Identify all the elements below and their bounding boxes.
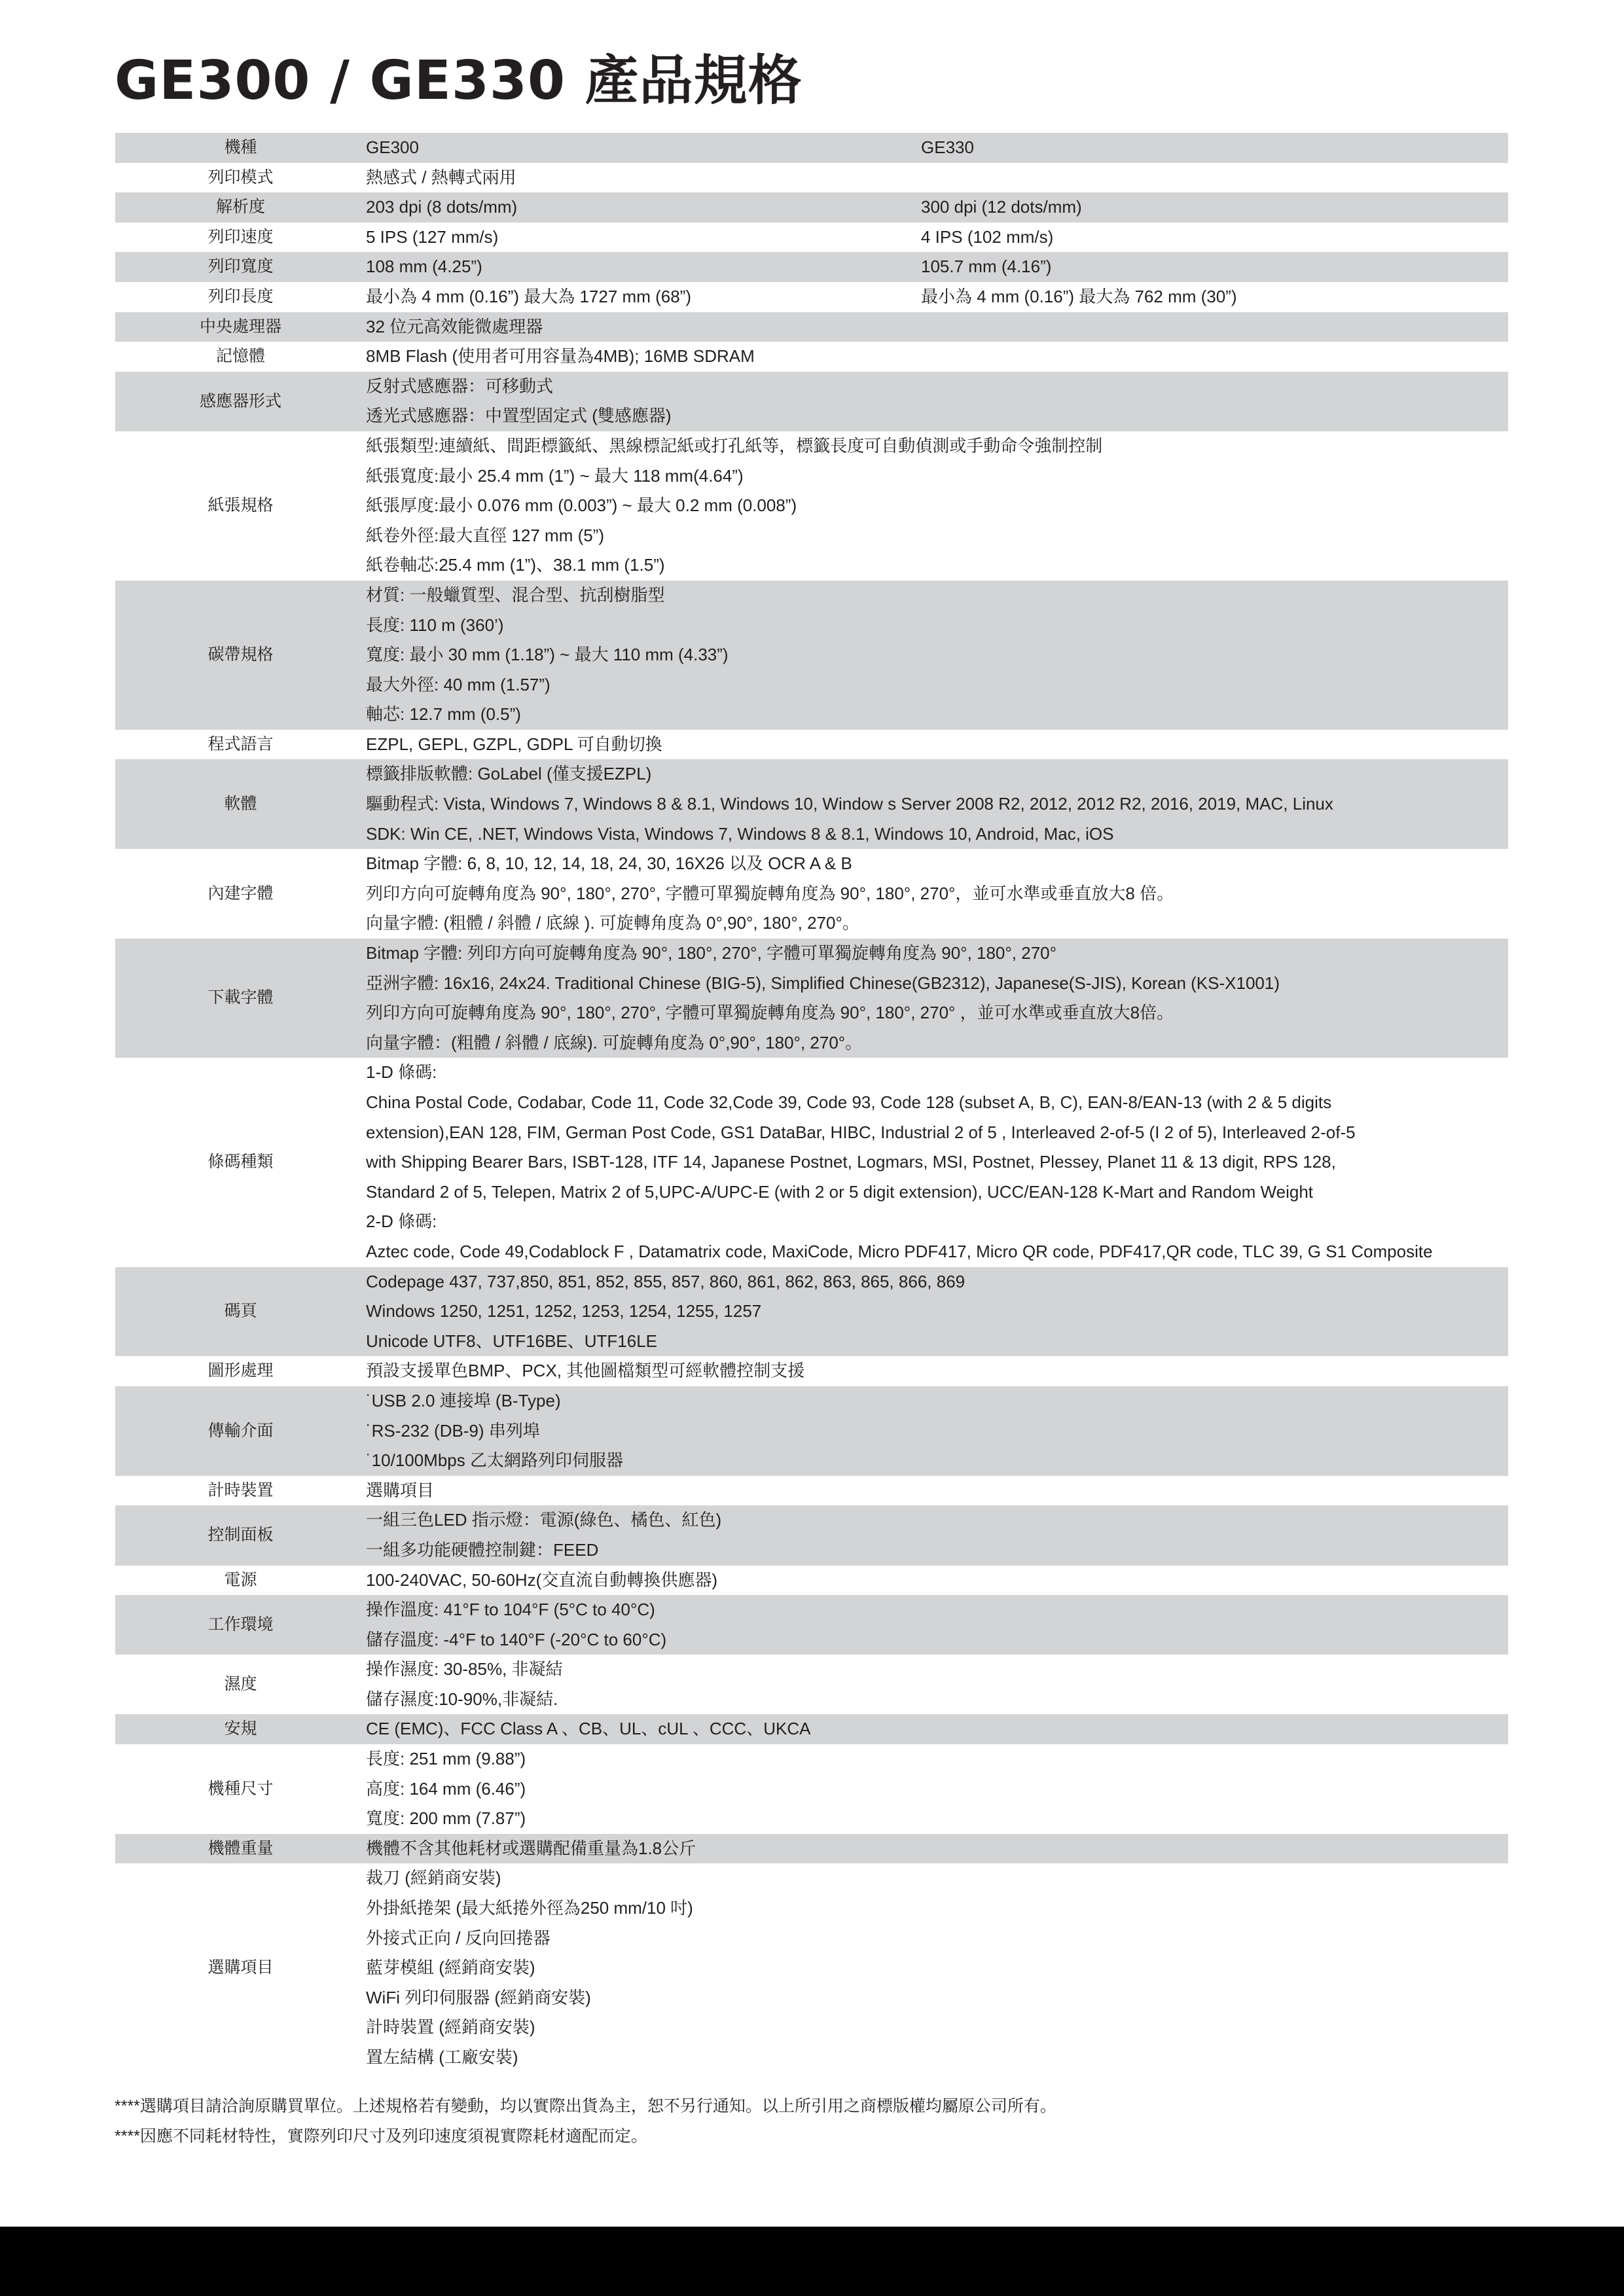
row-text: ˙USB 2.0 連接埠 (B-Type) [366, 1390, 561, 1410]
row-text: 裁刀 (經銷商安裝) [366, 1868, 501, 1888]
spec-row [115, 1505, 1508, 1565]
spec-row [115, 1863, 1508, 2072]
spec-row [115, 192, 1508, 223]
spec-row [115, 282, 1508, 312]
row-values [366, 1744, 1508, 1834]
row-text: 列印方向可旋轉角度為 90°, 180°, 270°, 字體可單獨旋轉角度為 90°, 180°, 270°，並可水準或垂直放大8 倍。 [366, 883, 1174, 903]
row-text: 高度: 164 mm (6.46”) [366, 1778, 526, 1799]
row-text: 機體不含其他耗材或選購配備重量為1.8公斤 [366, 1838, 696, 1858]
row-text: Windows 1250, 1251, 1252, 1253, 1254, 1255, 1257 [366, 1301, 762, 1321]
row-text: 紙張類型:連續紙、間距標籤紙、黑線標記紙或打孔紙等，標籤長度可自動偵測或手動命令強制控制 [366, 435, 1103, 456]
footnotes [115, 2091, 1056, 2151]
spec-row [115, 1595, 1508, 1655]
row-text: 寬度: 最小 30 mm (1.18”) ~ 最大 110 mm (4.33”) [366, 645, 729, 665]
row-values [366, 1386, 1508, 1476]
row-text: 向量字體: (粗體 / 斜體 / 底線 ). 可旋轉角度為 0°,90°, 180°, 270°。 [366, 913, 859, 933]
row-text: ˙10/100Mbps 乙太網路列印伺服器 [366, 1450, 623, 1471]
row-text: WiFi 列印伺服器 (經銷商安裝) [366, 1987, 591, 2007]
spec-row [115, 1714, 1508, 1744]
spec-row [115, 1834, 1508, 1864]
footnote: ****因應不同耗材特性，實際列印尺寸及列印速度須視實際耗材適配而定。 [115, 2127, 647, 2145]
row-text: 預設支援單色BMP、PCX, 其他圖檔類型可經軟體控制支援 [366, 1361, 805, 1381]
spec-row [115, 759, 1508, 849]
row-text: 儲存濕度:10-90%,非凝結. [366, 1689, 558, 1709]
row-label: 機體重量 [208, 1839, 274, 1857]
row-values [366, 1267, 1508, 1357]
row-text: China Postal Code, Codabar, Code 11, Code 32,Code 39, Code 93, Code 128 (subset A, B, C), EAN-8/EAN-13 (with 2 & 5 digits [366, 1092, 1332, 1112]
row-values [366, 1714, 1508, 1744]
row-values [366, 1566, 1508, 1596]
row-text: 驅動程式: Vista, Windows 7, Windows 8 & 8.1, Windows 10, Window s Server 2008 R2, 2012, 2012 R2, 2016, 2019, MAC, Linux [366, 794, 1333, 814]
row-text: ˙RS-232 (DB-9) 串列埠 [366, 1420, 540, 1441]
page-title: GE300 / GE330 產品規格 [115, 50, 803, 112]
row-label: 紙張規格 [208, 496, 274, 515]
row-label: 機種 [224, 138, 257, 156]
row-text: 材質: 一般蠟質型、混合型、抗刮樹脂型 [366, 584, 665, 605]
row-text: 一組三色LED 指示燈：電源(綠色、橘色、紅色) [366, 1510, 722, 1530]
row-values [366, 192, 1508, 223]
row-text: 長度: 251 mm (9.88”) [366, 1749, 526, 1769]
row-text: 標籤排版軟體: GoLabel (僅支援EZPL) [366, 764, 652, 784]
row-label: 機種尺寸 [208, 1779, 274, 1798]
row-label: 程式語言 [208, 734, 274, 753]
row-text: 亞洲字體: 16x16, 24x24. Traditional Chinese (BIG-5), Simplified Chinese(GB2312), Japanese(S-JIS), Korean (KS-X1001) [366, 973, 1280, 993]
footnote: ****選購項目請洽詢原購買單位。上述規格若有變動，均以實際出貨為主，恕不另行通知。以上所引用之商標版權均屬原公司所有。 [115, 2097, 1056, 2115]
row-text: Unicode UTF8、UTF16BE、UTF16LE [366, 1331, 658, 1351]
spec-row [115, 849, 1508, 939]
row-text: 一組多功能硬體控制鍵：FEED [366, 1539, 599, 1560]
row-text: 藍芽模組 (經銷商安裝) [366, 1958, 535, 1978]
row-text: 32 位元高效能微處理器 [366, 316, 543, 336]
col-ge330: 最小為 4 mm (0.16”) 最大為 762 mm (30”) [921, 286, 1237, 306]
col-ge300: 最小為 4 mm (0.16”) 最大為 1727 mm (68”) [366, 286, 691, 306]
row-values [366, 312, 1508, 342]
row-values [366, 1595, 1508, 1655]
row-text: 寬度: 200 mm (7.87”) [366, 1808, 526, 1829]
row-text: 100-240VAC, 50-60Hz(交直流自動轉換供應器) [366, 1570, 717, 1590]
row-text: extension),EAN 128, FIM, German Post Code, GS1 DataBar, HIBC, Industrial 2 of 5 , Interleaved 2-of-5 (I 2 of 5), Interleaved 2-of-5 [366, 1122, 1356, 1142]
row-label: 工作環境 [208, 1615, 274, 1634]
row-label: 條碼種類 [208, 1153, 274, 1172]
row-label: 選購項目 [208, 1958, 274, 1977]
row-text: 最大外徑: 40 mm (1.57”) [366, 674, 550, 694]
spec-row [115, 939, 1508, 1058]
row-text: 操作溫度: 41°F to 104°F (5°C to 40°C) [366, 1600, 655, 1620]
row-text: 軸芯: 12.7 mm (0.5”) [366, 704, 521, 725]
row-label: 控制面板 [208, 1526, 274, 1545]
row-text: 2-D 條碼: [366, 1211, 437, 1232]
row-label: 中央處理器 [199, 317, 281, 336]
row-label: 碳帶規格 [208, 645, 274, 664]
row-label: 安規 [224, 1719, 257, 1738]
row-values [366, 282, 1508, 312]
row-values [366, 849, 1508, 939]
row-label: 列印長度 [208, 287, 274, 306]
col-ge300: 203 dpi (8 dots/mm) [366, 197, 518, 217]
row-label: 解析度 [215, 198, 265, 217]
row-text: SDK: Win CE, .NET, Windows Vista, Windows 7, Windows 8 & 8.1, Windows 10, Android, Mac, iOS [366, 823, 1114, 844]
spec-row [115, 730, 1508, 760]
footer-bar [0, 2227, 1624, 2296]
row-text: CE (EMC)、FCC Class A 、CB、UL、cUL 、CCC、UKCA [366, 1719, 811, 1739]
row-values [366, 1655, 1508, 1714]
row-text: 向量字體：(粗體 / 斜體 / 底線). 可旋轉角度為 0°,90°, 180°, 270°。 [366, 1032, 863, 1052]
row-text: 1-D 條碼: [366, 1062, 437, 1083]
spec-row [115, 431, 1508, 581]
row-text: 外接式正向 / 反向回捲器 [366, 1928, 550, 1948]
row-text: 列印方向可旋轉角度為 90°, 180°, 270°, 字體可單獨旋轉角度為 90°, 180°, 270° ，並可水準或垂直放大8倍。 [366, 1003, 1174, 1023]
col-ge330: 105.7 mm (4.16”) [921, 257, 1052, 277]
row-text: Bitmap 字體: 列印方向可旋轉角度為 90°, 180°, 270°, 字體可單獨旋轉角度為 90°, 180°, 270° [366, 943, 1057, 963]
row-text: 選購項目 [366, 1480, 435, 1500]
row-values [366, 133, 1508, 163]
row-text: Standard 2 of 5, Telepen, Matrix 2 of 5,UPC-A/UPC-E (with 2 or 5 digit extension), UCC/EAN-128 K-Mart and Random Weight [366, 1181, 1314, 1202]
col-ge300: GE300 [366, 137, 419, 157]
row-text: Codepage 437, 737,850, 851, 852, 855, 857, 860, 861, 862, 863, 865, 866, 869 [366, 1271, 965, 1291]
spec-row [115, 223, 1508, 253]
row-text: 紙卷外徑:最大直徑 127 mm (5”) [366, 525, 605, 545]
spec-row [115, 1655, 1508, 1714]
row-text: 置左結構 (工廠安裝) [366, 2047, 518, 2067]
row-label: 電源 [224, 1570, 257, 1589]
row-label: 傳輸介面 [208, 1421, 274, 1440]
row-text: Bitmap 字體: 6, 8, 10, 12, 14, 18, 24, 30, 16X26 以及 OCR A & B [366, 853, 852, 874]
col-ge300: 108 mm (4.25”) [366, 257, 482, 277]
row-values [366, 1834, 1508, 1864]
row-label: 內建字體 [208, 884, 274, 903]
row-values [366, 581, 1508, 730]
row-text: 儲存溫度: -4°F to 140°F (-20°C to 60°C) [366, 1629, 667, 1649]
spec-row [115, 342, 1508, 372]
row-values [366, 1476, 1508, 1506]
row-values [366, 431, 1508, 581]
row-text: with Shipping Bearer Bars, ISBT-128, ITF 14, Japanese Postnet, Logmars, MSI, Postnet, Plessey, Planet 11 & 13 digit, RPS 128, [366, 1152, 1336, 1172]
row-label: 碼頁 [224, 1302, 257, 1321]
row-text: 紙卷軸芯:25.4 mm (1”)、38.1 mm (1.5”) [366, 555, 665, 575]
row-label: 感應器形式 [199, 391, 281, 410]
col-ge300: 5 IPS (127 mm/s) [366, 226, 499, 247]
spec-table [115, 133, 1508, 2073]
row-text: 紙張厚度:最小 0.076 mm (0.003”) ~ 最大 0.2 mm (0.008”) [366, 495, 797, 516]
row-label: 圖形處理 [208, 1361, 274, 1380]
spec-row [115, 1267, 1508, 1357]
row-label: 記憶體 [215, 347, 265, 366]
row-values [366, 223, 1508, 253]
row-label: 計時裝置 [208, 1480, 274, 1499]
spec-row [115, 163, 1508, 193]
row-label: 列印寬度 [208, 257, 274, 276]
row-values [366, 759, 1508, 849]
col-ge330: 300 dpi (12 dots/mm) [921, 197, 1082, 217]
row-values [366, 1356, 1508, 1386]
spec-row [115, 1744, 1508, 1834]
row-values [366, 342, 1508, 372]
row-text: 8MB Flash (使用者可用容量為4MB); 16MB SDRAM [366, 346, 755, 367]
row-text: 操作濕度: 30-85%, 非凝結 [366, 1659, 563, 1679]
row-values [366, 252, 1508, 282]
row-values [366, 372, 1508, 431]
spec-row [115, 581, 1508, 730]
row-label: 下載字體 [208, 988, 274, 1007]
row-values [366, 163, 1508, 193]
row-text: 計時裝置 (經銷商安裝) [366, 2017, 535, 2037]
row-text: 外掛紙捲架 (最大紙捲外徑為250 mm/10 吋) [366, 1898, 693, 1918]
row-values [366, 1863, 1508, 2072]
row-text: 熱感式 / 熱轉式兩用 [366, 167, 516, 187]
spec-row [115, 1058, 1508, 1266]
row-label: 軟體 [224, 795, 257, 814]
row-text: 紙張寬度:最小 25.4 mm (1”) ~ 最大 118 mm(4.64”) [366, 465, 744, 486]
row-text: EZPL, GEPL, GZPL, GDPL 可自動切換 [366, 734, 662, 754]
spec-row [115, 1356, 1508, 1386]
row-text: 反射式感應器：可移動式 [366, 376, 554, 396]
row-values [366, 939, 1508, 1058]
spec-row [115, 372, 1508, 431]
spec-row-model [115, 133, 1508, 163]
row-values [366, 730, 1508, 760]
row-values [366, 1058, 1508, 1266]
col-ge330: GE330 [921, 137, 974, 157]
row-values [366, 1505, 1508, 1565]
spec-row [115, 252, 1508, 282]
row-label: 濕度 [224, 1675, 257, 1694]
row-text: 透光式感應器：中置型固定式 (雙感應器) [366, 406, 672, 426]
row-label: 列印速度 [208, 227, 274, 246]
spec-row [115, 312, 1508, 342]
col-ge330: 4 IPS (102 mm/s) [921, 226, 1054, 247]
spec-row [115, 1476, 1508, 1506]
spec-row [115, 1566, 1508, 1596]
row-text: Aztec code, Code 49,Codablock F , Datamatrix code, MaxiCode, Micro PDF417, Micro QR code, PDF417,QR code, TLC 39, G S1 Composite [366, 1241, 1433, 1261]
row-text: 長度: 110 m (360’) [366, 615, 504, 635]
row-label: 列印模式 [208, 168, 274, 187]
spec-row [115, 1386, 1508, 1476]
